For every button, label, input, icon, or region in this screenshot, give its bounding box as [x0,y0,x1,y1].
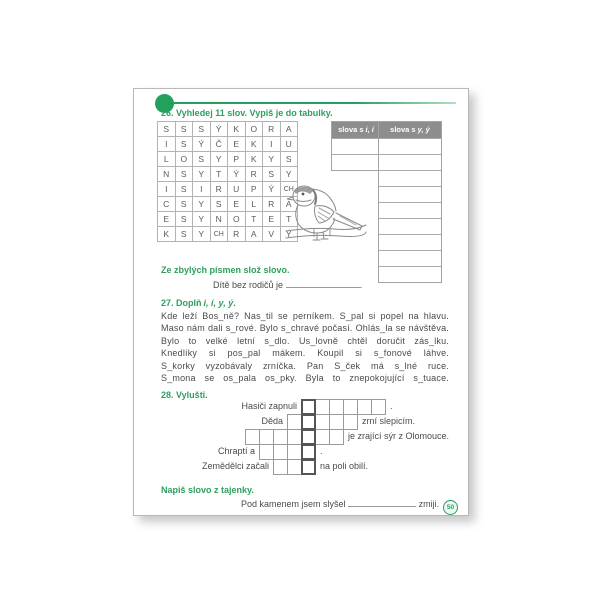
exercise27-paragraph [161,310,449,384]
crossword-cell [315,399,330,415]
final-task-sentence [241,497,439,509]
grid-cell: C [158,197,176,212]
grid-cell: N [210,212,228,227]
empty-answer-row [379,266,441,282]
crossword-cell-highlight [301,414,316,430]
grid-row [158,227,298,242]
crossword-clue-right: zrní slepicím. [362,416,416,426]
grid-cell: S [175,137,193,152]
grid-cell: Y [193,197,211,212]
subtask-sentence-text: Dítě bez rodičů je [213,280,284,290]
crossword-clue-right: . [320,446,323,456]
grid-cell: Ý [228,167,246,182]
grid-cell: S [175,122,193,137]
grid-cell: K [228,122,246,137]
grid-row [158,152,298,167]
grid-cell: I [193,182,211,197]
crossword-clue-left: Chraptí a [217,446,255,456]
grid-cell: CH [210,227,228,242]
exercise27-title [161,298,236,308]
grid-cell: S [210,197,228,212]
empty-answer-row [379,250,441,266]
crossword-cell [315,429,330,445]
crossword-cell [287,414,302,430]
grid-row [158,212,298,227]
crossword-cell-highlight [301,444,316,460]
grid-cell: U [280,137,298,152]
subtask-sentence-period: . [359,280,363,290]
words-col1 [331,121,381,171]
crossword-cell [259,429,274,445]
grid-cell: CH [280,182,298,197]
exercise26-subtask-label: Ze zbylých písmen slož slovo. [161,265,290,275]
words-col1-header [332,122,380,138]
final-sentence-after: zmiji. [418,499,440,509]
grid-cell: L [158,152,176,167]
paragraph-line: S_mona se os_pala os_pky. Byla to znepokojující s_tuace. [161,373,449,384]
grid-cell: T [280,212,298,227]
exercise26-subtask-sentence [213,278,362,290]
grid-cell: O [228,212,246,227]
crossword-clue-right: na poli obilí. [320,461,369,471]
crossword-cell [315,414,330,430]
paragraph-line: Bylo to velké letní s_dlo. Us_lovně chtěl doručit zás_lku. [161,335,449,346]
grid-row [158,182,298,197]
paragraph-line: Knedlíky si pos_pal mákem. Koupil si s_fonové láhve. [161,348,449,359]
workbook-page [133,88,469,516]
empty-answer-row [332,138,380,154]
grid-cell: Ý [280,227,298,242]
grid-cell: S [193,152,211,167]
crossword-cell [273,444,288,460]
grid-cell: I [158,182,176,197]
exercise27-title-text: 27. Doplň [161,298,202,308]
crossword-cell-highlight [301,429,316,445]
grid-cell: S [175,212,193,227]
grid-row [158,137,298,152]
crossword [134,399,468,475]
grid-cell: Č [210,137,228,152]
grid-cell: V [263,227,281,242]
grid-cell: A [280,122,298,137]
crossword-cell [357,399,372,415]
crossword-cell [287,444,302,460]
empty-answer-row [379,218,441,234]
words-col1-header-text: slova s [338,125,364,134]
paragraph-line: S_korky vyzobávaly zrníčka. Pan S_ček má s_lné ruce. [161,360,449,371]
grid-cell: Y [193,167,211,182]
words-col2-header [379,122,441,138]
grid-cell: Ý [193,137,211,152]
grid-cell: Ý [263,182,281,197]
grid-cell: S [175,182,193,197]
crossword-cell [245,429,260,445]
exercise26-title: 26. Vyhledej 11 slov. Vypiš je do tabulky. [161,108,333,118]
empty-answer-row [379,138,441,154]
crossword-cell-highlight [301,399,316,415]
grid-cell: K [158,227,176,242]
crossword-clue-right: . [390,401,393,411]
paragraph-line: Kde leží Bos_ně? Nas_til se perníkem. S_pal si popel na hlavu. [161,311,449,321]
crossword-cell [273,459,288,475]
words-col1-header-letters: i, í [365,125,374,134]
exercise27-title-letters: i, í, y, ý [203,298,234,308]
grid-cell: P [228,152,246,167]
grid-cell: I [158,137,176,152]
grid-cell: S [158,122,176,137]
grid-cell: K [245,137,263,152]
empty-answer-row [379,202,441,218]
grid-cell: E [228,197,246,212]
crossword-cell [343,399,358,415]
grid-row [158,167,298,182]
grid-cell: Y [193,212,211,227]
crossword-cell [287,429,302,445]
crossword-clue-left: Hasiči zapnuli [241,401,297,411]
letter-grid [157,121,298,242]
crossword-clue-left: Děda [261,416,283,426]
grid-cell: R [263,197,281,212]
grid-cell: P [245,182,263,197]
words-col2-header-text: slova s [390,125,416,134]
crossword-cell [329,429,344,445]
subtask-answer-blank [286,278,360,288]
grid-cell: Y [280,167,298,182]
grid-cell: A [245,227,263,242]
grid-cell: I [263,137,281,152]
final-answer-blank [348,497,416,507]
grid-cell: T [210,167,228,182]
grid-cell: Y [193,227,211,242]
grid-cell: R [210,182,228,197]
grid-cell: R [263,122,281,137]
grid-cell: S [175,227,193,242]
header-rule-decoration [165,102,456,104]
grid-cell: S [193,122,211,137]
grid-row [158,122,298,137]
exercise27-title-period: . [233,298,236,308]
empty-answer-row [379,170,441,186]
grid-cell: E [263,212,281,227]
grid-cell: U [228,182,246,197]
grid-cell: Y [263,152,281,167]
page-number-badge: 50 [443,500,458,515]
empty-answer-row [379,186,441,202]
crossword-cell [259,444,274,460]
crossword-clue-right: je zrající sýr z Olomouce. [348,431,450,441]
grid-cell: O [245,122,263,137]
grid-cell: S [175,167,193,182]
grid-cell: K [245,152,263,167]
grid-cell: S [263,167,281,182]
grid-cell: E [158,212,176,227]
grid-cell: T [245,212,263,227]
grid-cell: S [280,152,298,167]
grid-cell: R [245,167,263,182]
grid-row [158,197,298,212]
grid-cell: Y [210,152,228,167]
grid-cell: E [228,137,246,152]
words-col2-header-letters: y, ý [417,125,430,134]
final-sentence-before: Pod kamenem jsem slyšel [241,499,346,509]
final-task-label: Napiš slovo z tajenky. [161,485,254,495]
grid-cell: L [245,197,263,212]
grid-cell: N [158,167,176,182]
grid-cell: S [175,197,193,212]
crossword-cell [273,429,288,445]
tit-bird-illustration [284,181,368,247]
empty-answer-row [379,154,441,170]
exercise28-title: 28. Vylušti. [161,390,208,400]
crossword-cell [287,459,302,475]
crossword-cell [343,414,358,430]
crossword-cell [329,399,344,415]
empty-answer-row [379,234,441,250]
crossword-cell [371,399,386,415]
crossword-cell [329,414,344,430]
empty-answer-row [332,154,380,170]
grid-cell: Ý [210,122,228,137]
paragraph-line: Maso nám dali s_rové. Bylo s_chravé počasí. Ohlás_la se návštěva. [161,323,449,334]
grid-cell: R [228,227,246,242]
crossword-cell-highlight [301,459,316,475]
grid-cell: O [175,152,193,167]
crossword-clue-left: Zemědělci začali [201,461,269,471]
words-col2 [378,121,442,283]
grid-cell: A [280,197,298,212]
